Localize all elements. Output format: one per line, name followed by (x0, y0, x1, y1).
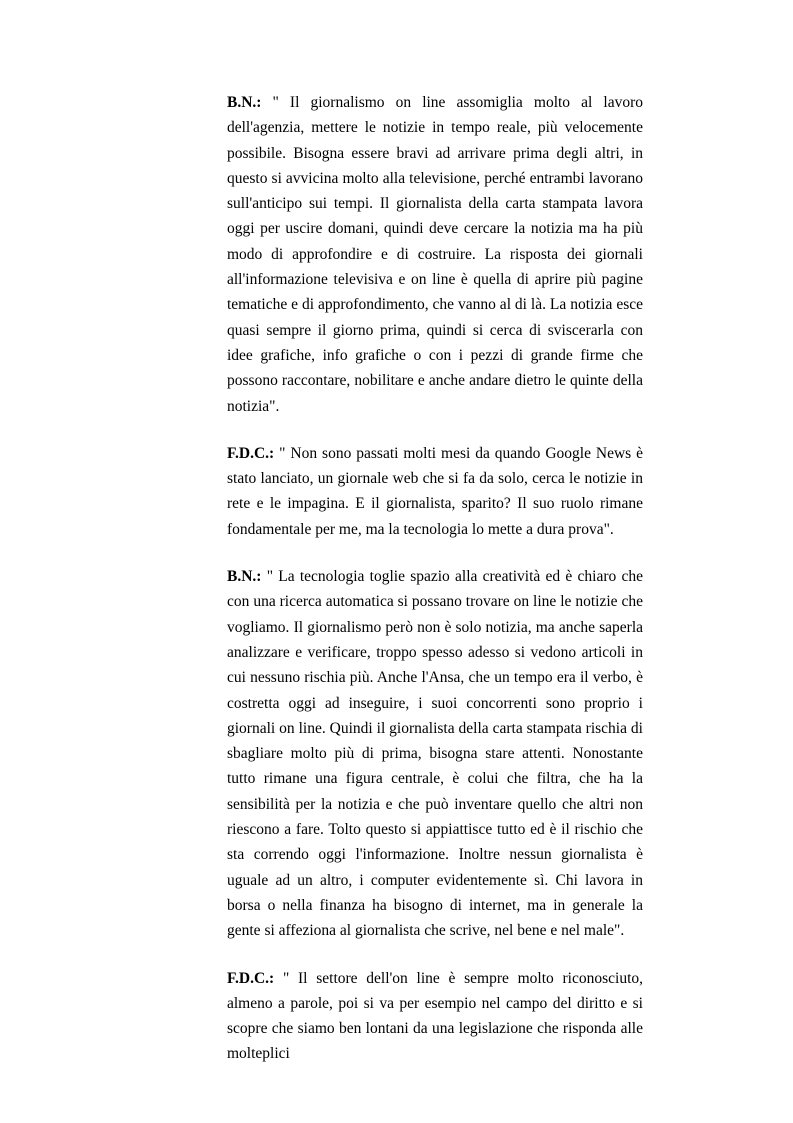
paragraph-text: " Non sono passati molti mesi da quando Google News è stato lanciato, un giornale web che si fa da solo, cerca le notizie in rete e le impagina. E il giornalista, sparito? Il suo ruolo rimane fondamentale per me, ma la tecnologia lo mette a dura prova". (227, 444, 644, 538)
paragraph-text: " Il settore dell'on line è sempre molto riconosciuto, almeno a parole, poi si va per esempio nel campo del diritto e si scopre che siamo ben lontani da una legislazione che risponda alle molteplici (227, 969, 643, 1063)
paragraph-bn-2 (227, 564, 643, 943)
speaker-label: F.D.C.: (227, 969, 275, 987)
paragraph-bn-1 (227, 90, 643, 419)
speaker-label: B.N.: (227, 568, 262, 586)
paragraph-text: " La tecnologia toglie spazio alla creatività ed è chiaro che con una ricerca automatica si possano trovare on line le notizie che vogliamo. Il giornalismo però non è solo notizia, ma anche saperla analizzare e verificare, troppo spesso adesso si vedono articoli in cui nessuno rischia più. Anche l'Ansa, che un tempo era il verbo, è costretta oggi ad inseguire, i suoi concorrenti sono proprio i giornali on line. Quindi il giornalista della carta stampata rischia di sbagliare molto più di prima, bisogna stare attenti. Nonostante tutto rimane una figura centrale, è colui che filtra, che ha la sensibilità per la notizia e che può inventare quello che altri non riescono a fare. Tolto questo si appiattisce tutto ed è il rischio che sta correndo oggi l'informazione. Inoltre nessun giornalista è uguale ad un altro, i computer evidentemente sì. Chi lavora in borsa o nella finanza ha bisogno di internet, ma in generale la gente si affeziona al giornalista che scrive, nel bene e nel male". (227, 568, 644, 940)
speaker-label: F.D.C.: (227, 444, 275, 462)
paragraph-text: " Il giornalismo on line assomiglia molto al lavoro dell'agenzia, mettere le notizie in tempo reale, più velocemente possibile. Bisogna essere bravi ad arrivare prima degli altri, in questo si avvicina molto alla televisione, perché entrambi lavorano sull'anticipo sui tempi. Il giornalista della carta stampata lavora oggi per uscire domani, quindi deve cercare la notizia ma ha più modo di approfondire e di costruire. La risposta dei giornali all'informazione televisiva e on line è quella di aprire più pagine tematiche e di approfondimento, che vanno al di là. La notizia esce quasi sempre il giorno prima, quindi si cerca di sviscerarla con idee grafiche, info grafiche o con i pezzi di grande firme che possono raccontare, nobilitare e anche andare dietro le quinte della notizia". (227, 94, 643, 415)
paragraph-fdc-2 (227, 966, 643, 1067)
paragraph-fdc-1 (227, 441, 643, 542)
document-page (227, 90, 643, 1089)
speaker-label: B.N.: (227, 94, 262, 111)
